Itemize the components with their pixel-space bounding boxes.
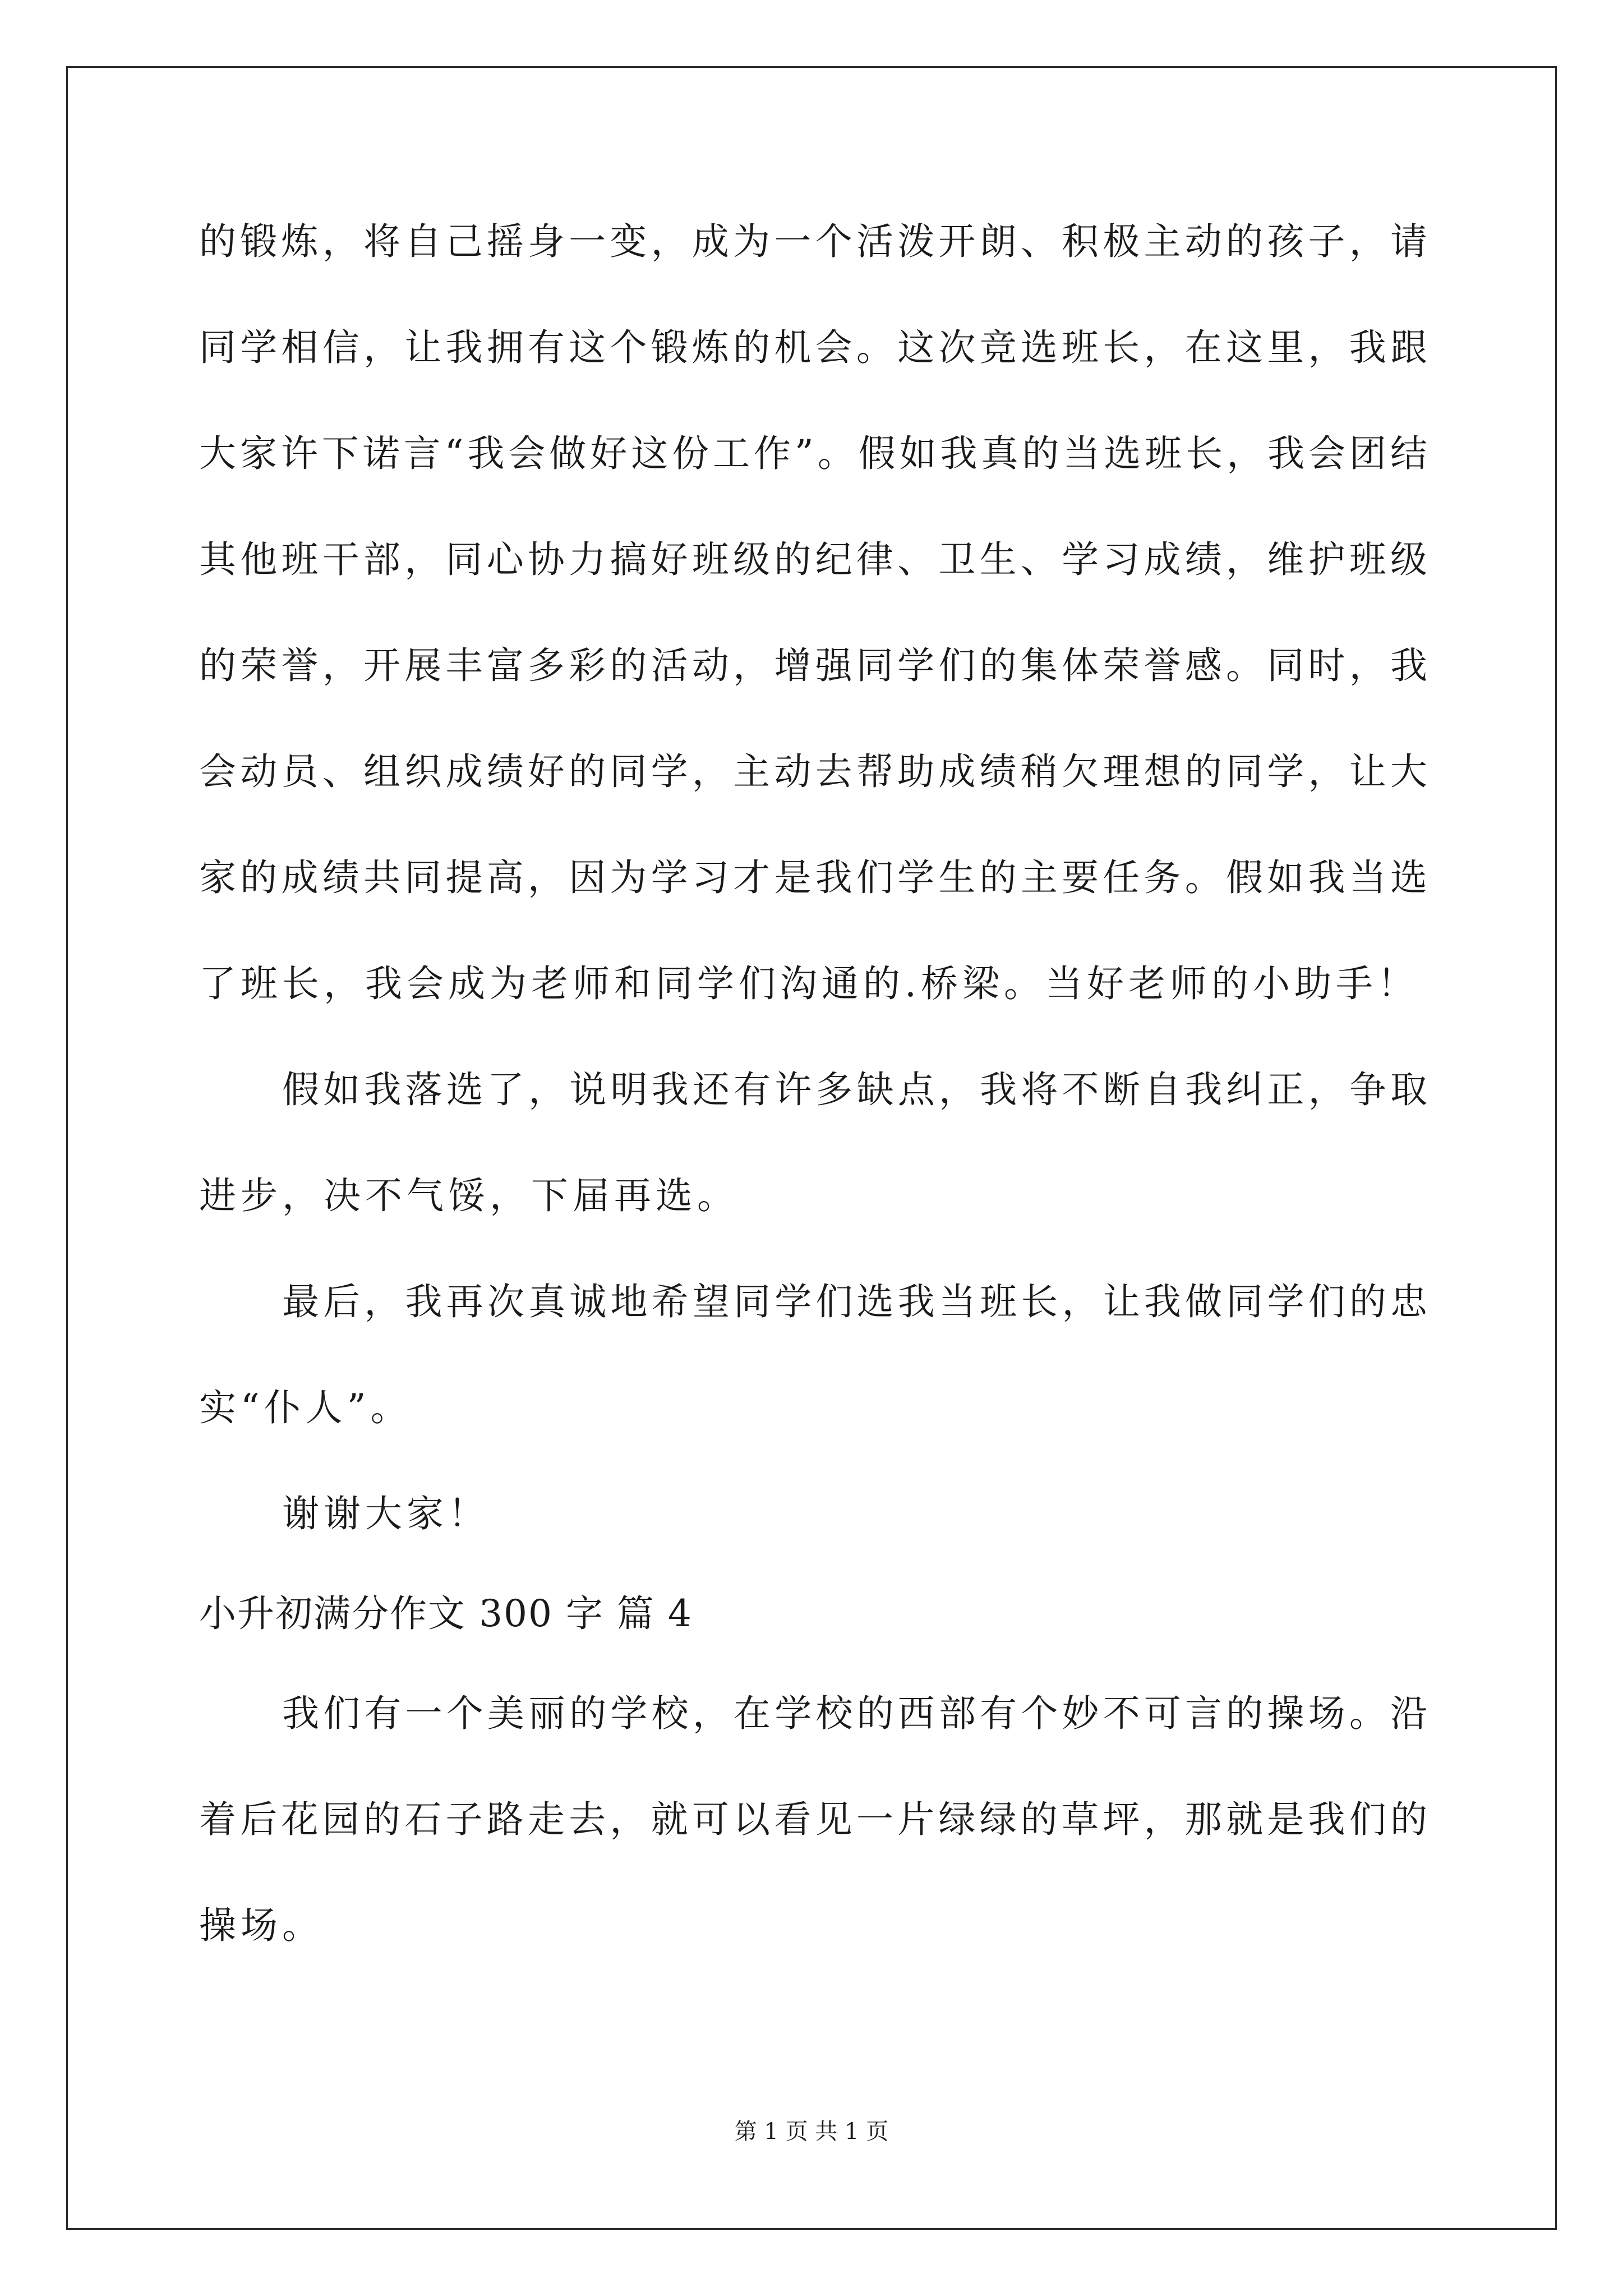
text-line: 其他班干部，同心协力搞好班级的纪律、卫生、学习成绩，维护班级 bbox=[199, 538, 1427, 581]
text-line: 大家许下诺言“我会做好这份工作”。假如我真的当选班长，我会团结 bbox=[199, 432, 1427, 475]
closing-line: 谢谢大家！ bbox=[282, 1492, 490, 1535]
paragraph-first-line: 最后，我再次真诚地希望同学们选我当班长，让我做同学们的忠 bbox=[282, 1280, 1427, 1323]
text-line: 家的成绩共同提高，因为学习才是我们学生的主要任务。假如我当选 bbox=[199, 856, 1427, 899]
text-line: 实“仆人”。 bbox=[199, 1386, 412, 1429]
text-line: 操场。 bbox=[199, 1904, 324, 1947]
text-line: 的荣誉，开展丰富多彩的活动，增强同学们的集体荣誉感。同时，我 bbox=[199, 644, 1427, 687]
page-number-footer: 第 1 页 共 1 页 bbox=[734, 2119, 889, 2145]
paragraph-first-line: 我们有一个美丽的学校，在学校的西部有个妙不可言的操场。沿 bbox=[282, 1692, 1427, 1735]
text-line: 会动员、组织成绩好的同学，主动去帮助成绩稍欠理想的同学，让大 bbox=[199, 750, 1427, 793]
text-line: 进步，决不气馁，下届再选。 bbox=[199, 1174, 739, 1217]
section-heading: 小升初满分作文 300 字 篇 4 bbox=[199, 1592, 693, 1635]
text-line: 同学相信，让我拥有这个锻炼的机会。这次竞选班长，在这里，我跟 bbox=[199, 326, 1427, 369]
paragraph-first-line: 假如我落选了，说明我还有许多缺点，我将不断自我纠正，争取 bbox=[282, 1068, 1427, 1111]
text-line: 着后花园的石子路走去，就可以看见一片绿绿的草坪，那就是我们的 bbox=[199, 1798, 1427, 1841]
text-line: 的锻炼，将自己摇身一变，成为一个活泼开朗、积极主动的孩子，请 bbox=[199, 220, 1427, 263]
text-line: 了班长，我会成为老师和同学们沟通的.桥梁。当好老师的小助手！ bbox=[199, 962, 1419, 1005]
